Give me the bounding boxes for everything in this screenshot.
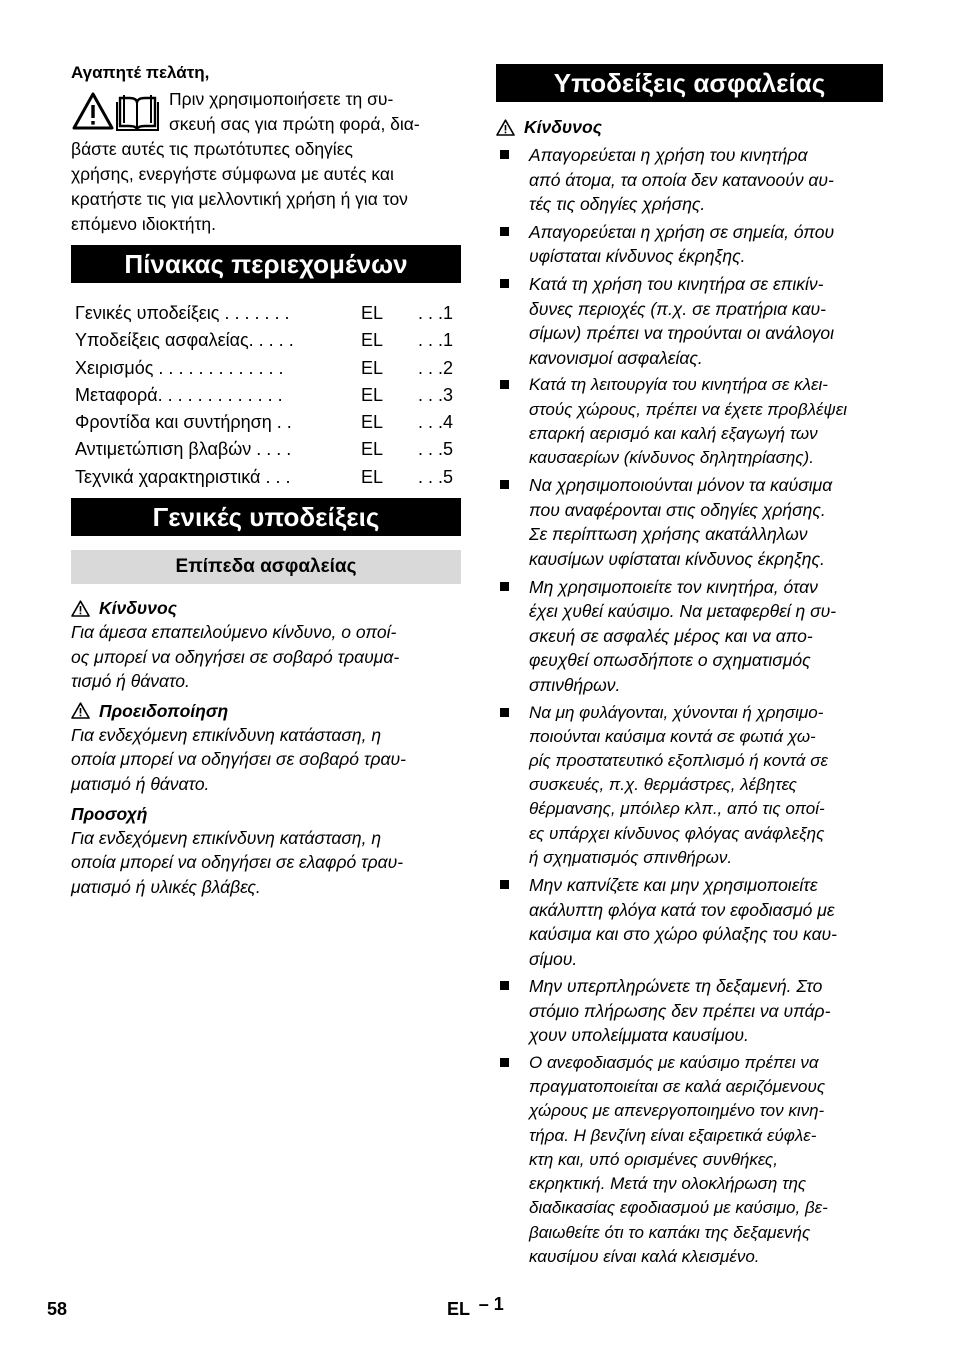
toc-entry-lang: EL [361, 384, 384, 405]
caution-line: ματισμό ή υλικές βλάβες. [71, 876, 261, 897]
item-line: Κατά τη χρήση του κινητήρα σε επικίν- [529, 273, 824, 294]
item-line: ες υπάρχει κίνδυνος φλόγας ανάφλεξης [529, 823, 825, 843]
safety-levels-subheading: Επίπεδα ασφαλείας [71, 550, 461, 584]
item-line: θέρμανσης, μπόιλερ κλπ., από τις οποί- [529, 799, 825, 819]
intro-line: επόμενο ιδιοκτήτη. [71, 214, 216, 234]
item-line: δυνες περιοχές (π.χ. σε πρατήρια καυ- [529, 298, 826, 319]
caution-label [71, 802, 461, 826]
general-heading: Γενικές υποδείξεις [71, 498, 461, 536]
item-line: σπινθήρων. [529, 674, 621, 695]
danger-line: ος μπορεί να οδηγήσει σε σοβαρό τραυμα- [71, 646, 400, 667]
toc-entry[interactable] [75, 464, 453, 491]
intro-line: σκευή σας για πρώτη φορά, δια- [169, 114, 420, 134]
square-bullet-icon [500, 880, 509, 889]
item-line: σίμου. [529, 948, 578, 969]
danger-label [71, 596, 461, 620]
safety-list [496, 143, 883, 1269]
greeting: Αγαπητέ πελάτη, [71, 63, 210, 82]
item-line: Μην υπερπληρώνετε τη δεξαμενή. Στο [529, 976, 823, 997]
toc-entry-label: Αντιμετώπιση βλαβών . . . . [75, 439, 292, 460]
item-line: κανονισμοί ασφαλείας. [529, 347, 703, 368]
toc-entry-page: . . .1 [417, 330, 453, 351]
toc-entry-label: Χειρισμός . . . . . . . . . . . . . [75, 357, 284, 378]
item-line: κτη και, υπό ορισμένες συνθήκες, [529, 1149, 778, 1169]
square-bullet-icon [500, 708, 509, 717]
intro-line: Πριν χρησιμοποιήσετε τη συ- [169, 89, 394, 109]
square-bullet-icon [500, 1058, 509, 1067]
table-of-contents [75, 300, 453, 491]
list-item [496, 473, 883, 571]
square-bullet-icon [500, 227, 509, 236]
list-item [496, 974, 883, 1048]
intro-line: βάστε αυτές τις πρωτότυπες οδηγίες [71, 139, 353, 159]
right-column [496, 64, 883, 1269]
warning-label [71, 699, 461, 723]
list-item [496, 143, 883, 217]
item-line: ρίς προστατευτικό εξοπλισμό ή κοντά σε [529, 750, 828, 770]
item-line: Σε περίπτωση χρήσης ακατάλληλων [529, 524, 808, 545]
warning-triangle-icon [71, 702, 90, 719]
square-bullet-icon [500, 150, 509, 159]
left-column [71, 60, 461, 899]
warning-description [71, 723, 461, 797]
item-line: χουν υπολείμματα καυσίμου. [529, 1025, 749, 1046]
footer-section-code [447, 1294, 504, 1320]
item-line: συσκευές, π.χ. θερμάστρες, λέβητες [529, 775, 797, 795]
warning-triangle-icon [496, 119, 515, 136]
warning-read-manual-icon [71, 91, 163, 131]
danger-label-text: Κίνδυνος [99, 598, 177, 619]
item-line: Ο ανεφοδιασμός με καύσιμο πρέπει να [529, 1053, 819, 1073]
list-item [496, 701, 883, 870]
footer-lang-page: – 1 [478, 1294, 504, 1314]
list-item [496, 220, 883, 269]
footer-lang: EL [447, 1299, 470, 1319]
item-line: έχει χυθεί καύσιμο. Να μεταφερθεί η συ- [529, 601, 837, 622]
item-line: καυσίμου είναι καλά κλεισμένο. [529, 1246, 760, 1266]
item-line: επαρκή αερισμό και καλή εξαγωγή των [529, 423, 818, 443]
toc-entry-page: . . .2 [417, 357, 453, 378]
item-line: σίμων) πρέπει να τηρούνται οι ανάλογοι [529, 323, 835, 344]
intro-line: χρήσης, ενεργήστε σύμφωνα με αυτές και [71, 164, 394, 184]
safety-heading: Υποδείξεις ασφαλείας [496, 64, 883, 102]
toc-entry[interactable] [75, 382, 453, 409]
item-line: υφίσταται κίνδυνος έκρηξης. [529, 246, 746, 267]
warning-label-text: Προειδοποίηση [99, 700, 229, 721]
item-line: Μη χρησιμοποιείτε τον κινητήρα, όταν [529, 576, 818, 597]
safety-danger-label-text: Κίνδυνος [524, 117, 602, 137]
item-line: Απαγορεύεται η χρήση σε σημεία, όπου [529, 221, 835, 242]
item-line: καύσιμα και στο χώρο φύλαξης του καυ- [529, 924, 837, 945]
toc-entry[interactable] [75, 436, 453, 463]
danger-description [71, 620, 461, 694]
safety-danger-label [496, 115, 883, 139]
item-line: καυσαερίων (κίνδυνος δηλητηρίασης). [529, 447, 814, 467]
item-line: Μην καπνίζετε και μην χρησιμοποιείτε [529, 874, 818, 895]
caution-line: Για ενδεχόμενη επικίνδυνη κατάσταση, η [71, 827, 382, 848]
item-line: στόμιο πλήρωσης δεν πρέπει να υπάρ- [529, 1000, 831, 1021]
item-line: ακάλυπτη φλόγα κατά τον εφοδιασμό με [529, 899, 835, 920]
item-line: Να μη φυλάγονται, χύνονται ή χρησιμο- [529, 702, 824, 722]
warning-line: οποία μπορεί να οδηγήσει σε σοβαρό τραυ- [71, 749, 406, 770]
item-line: Κατά τη λειτουργία του κινητήρα σε κλει- [529, 375, 828, 395]
warning-line: ματισμό ή θάνατο. [71, 774, 210, 795]
intro-paragraph [71, 87, 461, 237]
toc-entry-page: . . .3 [417, 384, 453, 405]
item-line: στούς χώρους, πρέπει να έχετε προβλέψει [529, 399, 848, 419]
toc-entry-label: Γενικές υποδείξεις . . . . . . . [75, 303, 290, 323]
list-item [496, 272, 883, 370]
item-line: Να χρησιμοποιούνται μόνον τα καύσιμα [529, 475, 833, 496]
square-bullet-icon [500, 380, 509, 389]
square-bullet-icon [500, 981, 509, 990]
toc-entry[interactable] [75, 409, 453, 436]
toc-entry-lang: EL [361, 303, 384, 323]
toc-entry[interactable] [75, 355, 453, 382]
square-bullet-icon [500, 582, 509, 591]
item-line: από άτομα, τα οποία δεν κατανοούν αυ- [529, 169, 834, 190]
item-line: πραγματοποιείται σε καλά αεριζόμενους [529, 1077, 826, 1097]
item-line: βαιωθείτε ότι το καπάκι της δεξαμενής [529, 1222, 811, 1242]
intro-line: κρατήστε τις για μελλοντική χρήση ή για τον [71, 189, 408, 209]
danger-line: τισμό ή θάνατο. [71, 671, 190, 692]
list-item [496, 873, 883, 971]
square-bullet-icon [500, 279, 509, 288]
item-line: χώρους με απενεργοποιημένο τον κινη- [529, 1101, 825, 1121]
item-line: διαδικασίας εφοδιασμού με καύσιμο, βε- [529, 1198, 828, 1218]
list-item [496, 373, 883, 470]
item-line: Απαγορεύεται η χρήση του κινητήρα [529, 145, 808, 165]
toc-entry-lang: EL [361, 357, 384, 378]
toc-entry-page: . . .1 [417, 303, 453, 323]
toc-entry-label: Φροντίδα και συντήρηση . . [75, 412, 292, 433]
toc-entry-lang: EL [361, 330, 384, 351]
danger-line: Για άμεσα επαπειλούμενο κίνδυνο, ο οποί- [71, 622, 397, 643]
warning-line: Για ενδεχόμενη επικίνδυνη κατάσταση, η [71, 724, 382, 745]
toc-entry[interactable] [75, 300, 453, 327]
toc-entry-label: Υποδείξεις ασφαλείας. . . . . [75, 330, 294, 351]
item-line: καυσίμων υφίσταται κίνδυνος έκρηξης. [529, 548, 825, 569]
toc-entry-page: . . .4 [417, 412, 453, 433]
item-line: τήρα. Η βενζίνη είναι εξαιρετικά εύφλε- [529, 1125, 817, 1145]
item-line: εκρηκτική. Μετά την ολοκλήρωση της [529, 1174, 807, 1194]
toc-entry-lang: EL [361, 466, 384, 487]
toc-entry-lang: EL [361, 439, 384, 460]
list-item [496, 575, 883, 698]
caution-label-text: Προσοχή [71, 803, 148, 824]
item-line: που αναφέρονται στις οδηγίες χρήσης. [529, 499, 826, 520]
toc-entry-label: Μεταφορά. . . . . . . . . . . . . [75, 384, 283, 405]
caution-description [71, 826, 461, 900]
item-line: ή σχηματισμός σπινθήρων. [529, 847, 733, 867]
warning-triangle-icon [71, 600, 90, 617]
toc-entry[interactable] [75, 327, 453, 354]
square-bullet-icon [500, 480, 509, 489]
toc-heading: Πίνακας περιεχομένων [71, 245, 461, 283]
item-line: φευχθεί οπωσδήποτε ο σχηματισμός [529, 650, 811, 671]
toc-entry-lang: EL [361, 412, 384, 433]
toc-entry-label: Τεχνικά χαρακτηριστικά . . . [75, 466, 291, 487]
toc-entry-page: . . .5 [417, 466, 453, 487]
item-line: τές τις οδηγίες χρήσης. [529, 194, 706, 215]
item-line: ποιούνται καύσιμα κοντά σε φωτιά χω- [529, 726, 816, 746]
item-line: σκευή σε ασφαλές μέρος και να απο- [529, 625, 813, 646]
list-item [496, 1051, 883, 1269]
toc-entry-page: . . .5 [417, 439, 453, 460]
page-number: 58 [47, 1299, 68, 1319]
caution-line: οποία μπορεί να οδηγήσει σε ελαφρό τραυ- [71, 852, 404, 873]
